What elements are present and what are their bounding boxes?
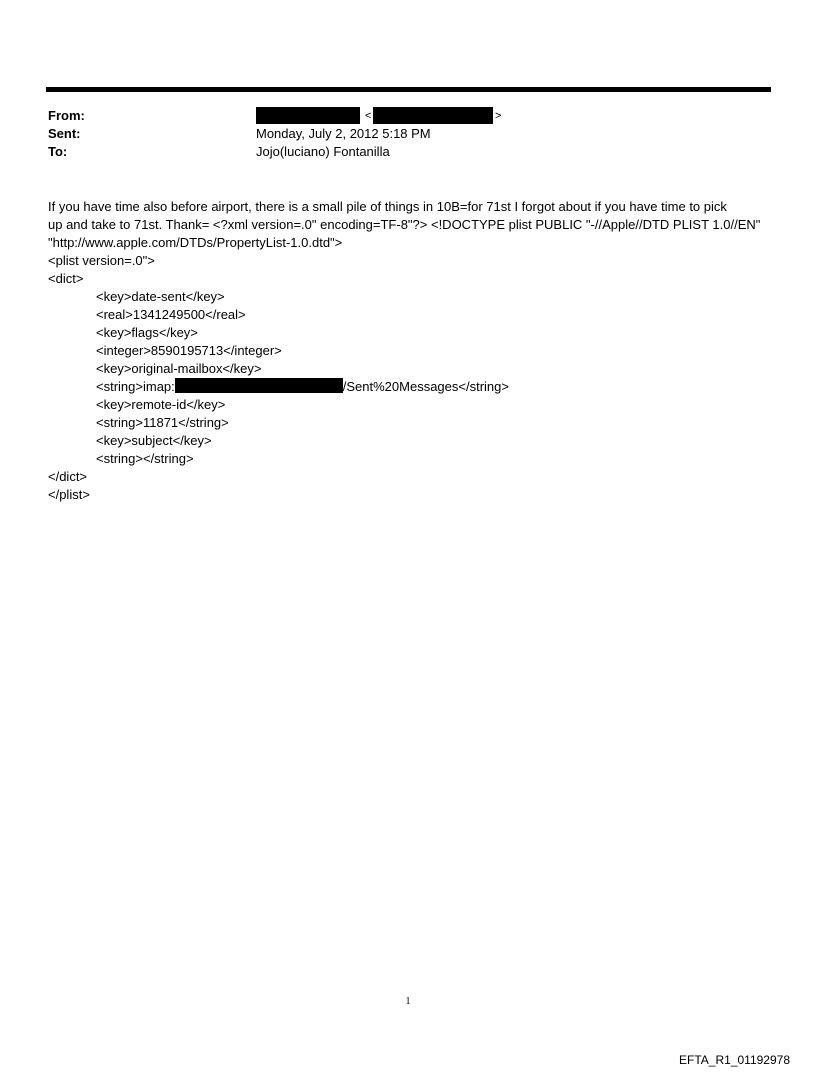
dict-line: <real>1341249500</real> xyxy=(96,307,246,322)
message-body xyxy=(48,198,776,504)
from-label: From: xyxy=(48,108,85,123)
dict-line: <key>remote-id</key> xyxy=(96,397,226,412)
body-line: <dict> xyxy=(48,271,84,286)
from-close-bracket: > xyxy=(495,110,502,122)
body-line: up and take to 71st. Thank= <?xml version=.0" encoding=TF-8"?> <!DOCTYPE plist PUBLIC "-//Apple//DTD PLIST 1.0//EN" xyxy=(48,217,761,232)
dict-line: <integer>8590195713</integer> xyxy=(96,343,282,358)
closing-line: </plist> xyxy=(48,487,90,502)
to-value: Jojo(luciano) Fontanilla xyxy=(256,144,390,159)
imap-line xyxy=(48,378,776,396)
page-number: 1 xyxy=(405,996,411,1007)
top-rule xyxy=(46,87,771,92)
imap-suffix: /Sent%20Messages</string> xyxy=(342,379,509,394)
redacted-mailbox xyxy=(175,378,343,393)
dict-line: <key>flags</key> xyxy=(96,325,198,340)
body-line: If you have time also before airport, there is a small pile of things in 10B=for 71st I forgot about if you have time to pick xyxy=(48,199,727,214)
body-line: "http://www.apple.com/DTDs/PropertyList-1.0.dtd"> xyxy=(48,235,343,250)
redacted-sender-name xyxy=(256,107,360,124)
dict-line: <string>11871</string> xyxy=(96,415,229,430)
body-line: <plist version=.0"> xyxy=(48,253,155,268)
imap-prefix: <string>imap: xyxy=(96,379,175,394)
bates-number: EFTA_R1_01192978 xyxy=(679,1053,790,1067)
from-open-bracket: < xyxy=(365,110,372,122)
to-label: To: xyxy=(48,144,68,159)
dict-line: <string></string> xyxy=(96,451,194,466)
sent-label: Sent: xyxy=(48,126,81,141)
sent-value: Monday, July 2, 2012 5:18 PM xyxy=(256,126,431,141)
dict-line: <key>original-mailbox</key> xyxy=(96,361,262,376)
dict-line: <key>subject</key> xyxy=(96,433,212,448)
dict-line: <key>date-sent</key> xyxy=(96,289,225,304)
closing-line: </dict> xyxy=(48,469,88,484)
redacted-sender-email xyxy=(373,107,493,124)
